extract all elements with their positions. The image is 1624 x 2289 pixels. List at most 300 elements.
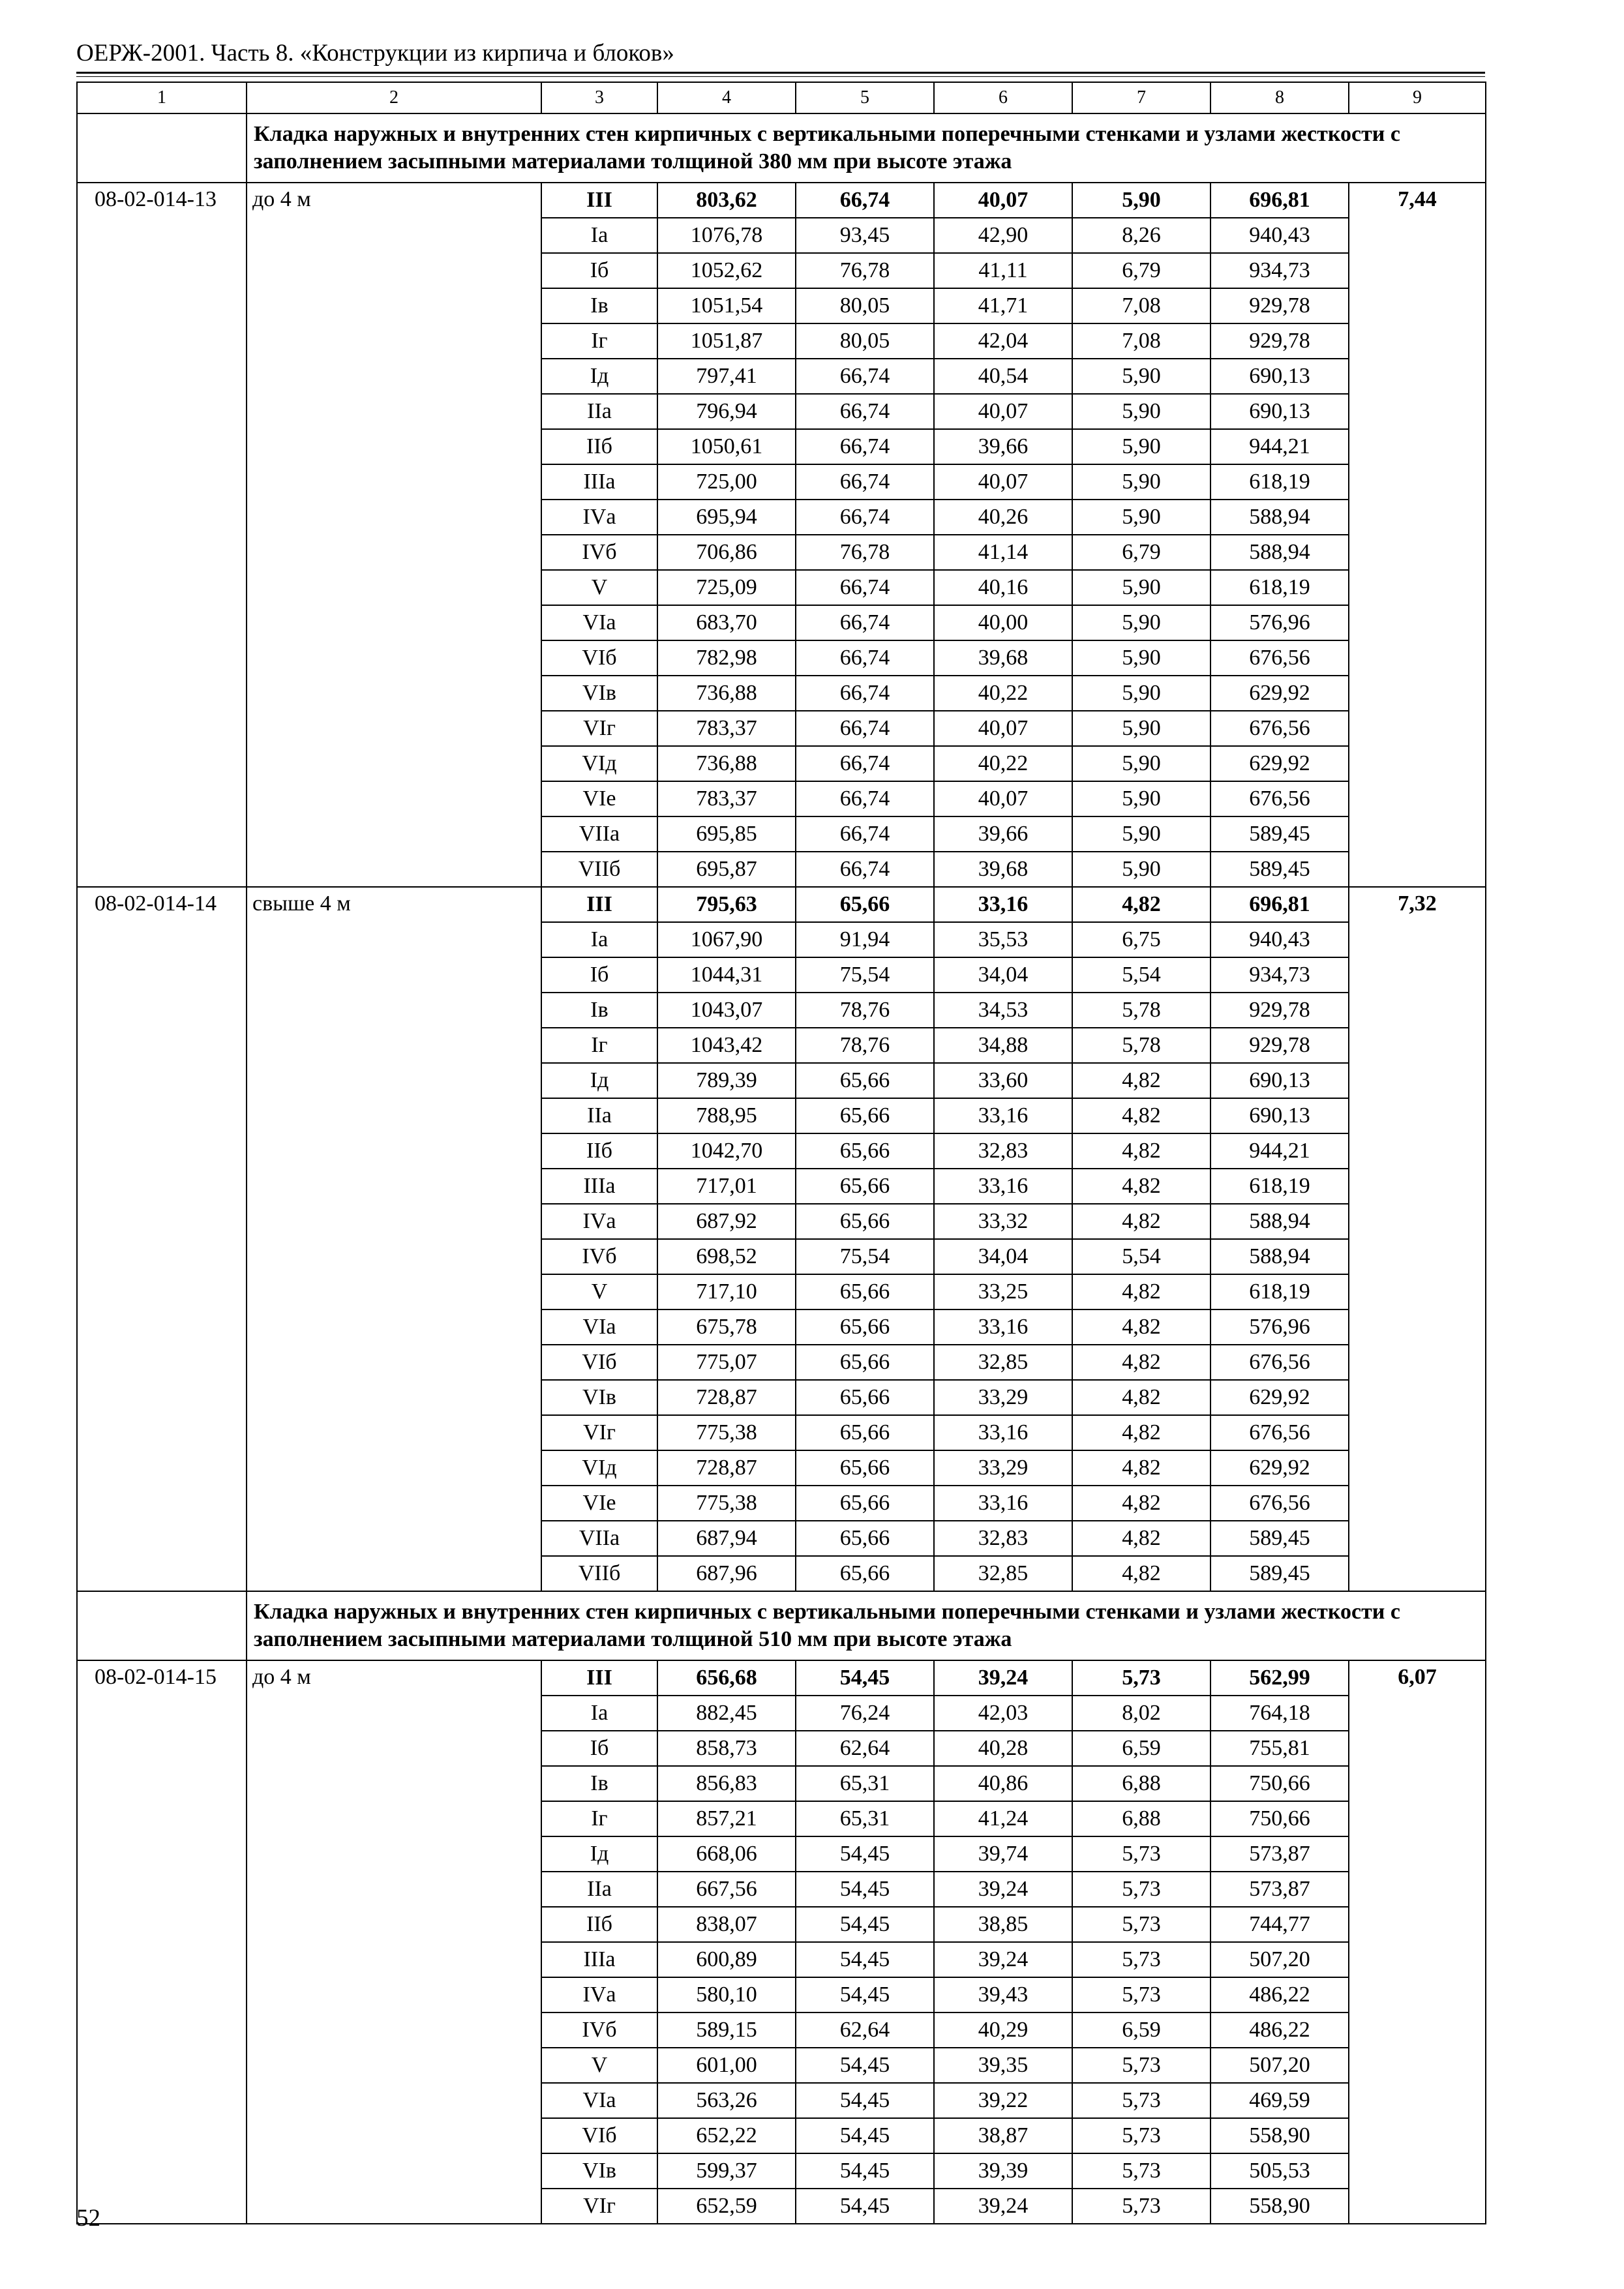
column-number: 5 [796, 82, 934, 113]
rate-cell: 803,62 [657, 183, 796, 218]
rate-cell: 54,45 [796, 1907, 934, 1942]
rate-cell: 65,66 [796, 1274, 934, 1309]
rate-cell: 507,20 [1210, 2048, 1349, 2083]
rates-table-body [77, 82, 1486, 2224]
rate-col9: 7,44 [1349, 183, 1486, 887]
rate-cell: 505,53 [1210, 2153, 1349, 2189]
rate-cell: VIIа [541, 816, 657, 852]
rate-cell: 33,29 [934, 1380, 1072, 1415]
rate-cell: 5,73 [1072, 1907, 1210, 1942]
rate-cell: 54,45 [796, 1977, 934, 2012]
rate-cell: 5,73 [1072, 2153, 1210, 2189]
rate-cell: 5,73 [1072, 1660, 1210, 1696]
rate-cell: IVб [541, 2012, 657, 2048]
rate-cell: 6,59 [1072, 2012, 1210, 2048]
rate-cell: 687,92 [657, 1204, 796, 1239]
rate-cell: 1076,78 [657, 218, 796, 253]
rate-cell: 4,82 [1072, 1063, 1210, 1098]
rate-cell: 944,21 [1210, 1133, 1349, 1169]
rate-cell: 629,92 [1210, 1450, 1349, 1486]
rate-cell: 629,92 [1210, 676, 1349, 711]
rate-cell: 858,73 [657, 1731, 796, 1766]
rate-cell: 736,88 [657, 676, 796, 711]
rate-cell: VIе [541, 1486, 657, 1521]
rate-cell: VIб [541, 1345, 657, 1380]
rate-cell: VIе [541, 781, 657, 816]
rate-cell: 667,56 [657, 1872, 796, 1907]
rate-cell: 41,11 [934, 253, 1072, 288]
rate-cell: 41,14 [934, 535, 1072, 570]
rate-cell: 34,04 [934, 957, 1072, 993]
rate-cell: 687,94 [657, 1521, 796, 1556]
rate-cell: 4,82 [1072, 1380, 1210, 1415]
rate-cell: 66,74 [796, 711, 934, 746]
rate-cell: 62,64 [796, 2012, 934, 2048]
rate-cell: 54,45 [796, 1872, 934, 1907]
rate-cell: 39,24 [934, 1872, 1072, 1907]
rate-cell: 33,16 [934, 887, 1072, 922]
column-number: 8 [1210, 82, 1349, 113]
rate-cell: 683,70 [657, 605, 796, 640]
rate-cell: 66,74 [796, 676, 934, 711]
rate-cell: 40,07 [934, 183, 1072, 218]
rate-cell: 690,13 [1210, 394, 1349, 429]
rate-cell: Iд [541, 1836, 657, 1872]
rate-main-row [77, 1660, 1486, 1696]
rate-cell: 5,73 [1072, 1872, 1210, 1907]
rate-cell: 675,78 [657, 1309, 796, 1345]
rate-cell: 668,06 [657, 1836, 796, 1872]
rate-cell: 695,94 [657, 500, 796, 535]
rate-cell: IIб [541, 1133, 657, 1169]
rate-cell: 469,59 [1210, 2083, 1349, 2118]
rate-cell: 789,39 [657, 1063, 796, 1098]
rate-cell: 5,73 [1072, 2048, 1210, 2083]
rate-cell: 5,90 [1072, 852, 1210, 887]
rate-cell: 65,66 [796, 1450, 934, 1486]
rate-cell: 65,66 [796, 1486, 934, 1521]
rate-cell: 66,74 [796, 852, 934, 887]
rate-cell: 33,16 [934, 1098, 1072, 1133]
rate-main-row [77, 183, 1486, 218]
rate-cell: 629,92 [1210, 1380, 1349, 1415]
section-title-spacer [77, 1591, 247, 1660]
rate-cell: 6,88 [1072, 1766, 1210, 1801]
rate-cell: 782,98 [657, 640, 796, 676]
rate-cell: IIа [541, 394, 657, 429]
rate-cell: 4,82 [1072, 1521, 1210, 1556]
rate-cell: V [541, 570, 657, 605]
rate-cell: 65,66 [796, 1063, 934, 1098]
rate-cell: 5,73 [1072, 2118, 1210, 2153]
section-title: Кладка наружных и внутренних стен кирпичных с вертикальными поперечными стенками и узлами жесткости с заполнением засыпными материалами толщиной 380 мм при высоте этажа [247, 113, 1486, 183]
rate-cell: 39,66 [934, 429, 1072, 464]
rate-cell: 33,16 [934, 1415, 1072, 1450]
section-title-row [77, 113, 1486, 183]
rate-cell: 65,66 [796, 1098, 934, 1133]
rate-cell: VIв [541, 1380, 657, 1415]
rate-cell: V [541, 2048, 657, 2083]
section-title: Кладка наружных и внутренних стен кирпичных с вертикальными поперечными стенками и узлами жесткости с заполнением засыпными материалами толщиной 510 мм при высоте этажа [247, 1591, 1486, 1660]
rate-cell: 728,87 [657, 1380, 796, 1415]
rate-cell: 652,22 [657, 2118, 796, 2153]
rate-cell: 33,16 [934, 1169, 1072, 1204]
rate-cell: 4,82 [1072, 887, 1210, 922]
rate-cell: 65,66 [796, 1415, 934, 1450]
rate-cell: 750,66 [1210, 1801, 1349, 1836]
rate-cell: 78,76 [796, 993, 934, 1028]
column-number-row [77, 82, 1486, 113]
rate-cell: 629,92 [1210, 746, 1349, 781]
rate-cell: 65,66 [796, 887, 934, 922]
rate-cell: 1067,90 [657, 922, 796, 957]
rate-cell: 76,24 [796, 1696, 934, 1731]
rate-cell: 5,78 [1072, 1028, 1210, 1063]
rate-cell: 929,78 [1210, 993, 1349, 1028]
rate-cell: 39,22 [934, 2083, 1072, 2118]
rate-cell: IIб [541, 1907, 657, 1942]
rate-cell: 39,39 [934, 2153, 1072, 2189]
rate-cell: 65,66 [796, 1556, 934, 1591]
rate-cell: 676,56 [1210, 1486, 1349, 1521]
rate-cell: 4,82 [1072, 1169, 1210, 1204]
rate-cell: 93,45 [796, 218, 934, 253]
rate-cell: 39,43 [934, 1977, 1072, 2012]
rate-cell: 5,90 [1072, 500, 1210, 535]
rate-cell: VIд [541, 1450, 657, 1486]
rate-cell: 856,83 [657, 1766, 796, 1801]
rate-cell: IVа [541, 1977, 657, 2012]
rate-cell: 676,56 [1210, 1415, 1349, 1450]
rate-cell: 35,53 [934, 922, 1072, 957]
rate-cell: 690,13 [1210, 1098, 1349, 1133]
rate-cell: 65,31 [796, 1801, 934, 1836]
rate-cell: 695,85 [657, 816, 796, 852]
rate-cell: 589,45 [1210, 1521, 1349, 1556]
rate-cell: 65,66 [796, 1309, 934, 1345]
document-header: ОЕРЖ-2001. Часть 8. «Конструкции из кирпича и блоков» [76, 40, 674, 67]
rate-cell: 39,68 [934, 640, 1072, 676]
rate-cell: 33,16 [934, 1486, 1072, 1521]
rate-cell: 40,54 [934, 359, 1072, 394]
rate-cell: 33,29 [934, 1450, 1072, 1486]
rate-cell: Iв [541, 1766, 657, 1801]
rate-col9: 6,07 [1349, 1660, 1486, 2224]
rate-cell: 588,94 [1210, 500, 1349, 535]
rate-cell: 588,94 [1210, 535, 1349, 570]
rate-cell: 91,94 [796, 922, 934, 957]
rate-cell: 6,79 [1072, 535, 1210, 570]
rate-cell: IIIа [541, 1942, 657, 1977]
rate-cell: 4,82 [1072, 1415, 1210, 1450]
rate-cell: 5,73 [1072, 1836, 1210, 1872]
rate-cell: 5,90 [1072, 464, 1210, 500]
rate-cell: 34,04 [934, 1239, 1072, 1274]
rate-cell: 5,90 [1072, 183, 1210, 218]
rate-cell: 588,94 [1210, 1239, 1349, 1274]
rate-cell: 676,56 [1210, 781, 1349, 816]
rate-cell: 750,66 [1210, 1766, 1349, 1801]
rate-cell: 507,20 [1210, 1942, 1349, 1977]
rate-cell: 618,19 [1210, 1274, 1349, 1309]
rate-code: 08-02-014-14 [77, 887, 247, 1591]
rate-cell: 32,83 [934, 1133, 1072, 1169]
rate-cell: 690,13 [1210, 1063, 1349, 1098]
rate-cell: 40,86 [934, 1766, 1072, 1801]
rate-cell: 676,56 [1210, 711, 1349, 746]
rate-cell: 76,78 [796, 535, 934, 570]
rate-cell: 5,90 [1072, 570, 1210, 605]
rate-cell: 5,54 [1072, 957, 1210, 993]
rate-cell: 65,66 [796, 1521, 934, 1556]
rate-cell: 75,54 [796, 1239, 934, 1274]
rate-cell: 54,45 [796, 2048, 934, 2083]
rate-cell: IVб [541, 535, 657, 570]
rate-cell: 4,82 [1072, 1556, 1210, 1591]
rate-cell: 775,07 [657, 1345, 796, 1380]
page-number: 52 [76, 2205, 100, 2232]
rate-cell: 728,87 [657, 1450, 796, 1486]
rate-cell: 601,00 [657, 2048, 796, 2083]
rate-cell: 797,41 [657, 359, 796, 394]
rate-cell: VIа [541, 2083, 657, 2118]
rate-cell: 78,76 [796, 1028, 934, 1063]
rate-cell: 39,68 [934, 852, 1072, 887]
rate-cell: Iг [541, 1028, 657, 1063]
rate-cell: 4,82 [1072, 1133, 1210, 1169]
rate-cell: 66,74 [796, 359, 934, 394]
rate-cell: 4,82 [1072, 1204, 1210, 1239]
column-number: 4 [657, 82, 796, 113]
rate-cell: 76,78 [796, 253, 934, 288]
rate-cell: 486,22 [1210, 2012, 1349, 2048]
rate-cell: 717,01 [657, 1169, 796, 1204]
rate-code: 08-02-014-15 [77, 1660, 247, 2224]
rate-cell: 676,56 [1210, 1345, 1349, 1380]
header-rule [76, 72, 1485, 74]
rate-cell: VIб [541, 2118, 657, 2153]
rate-cell: 695,87 [657, 852, 796, 887]
rate-cell: 39,66 [934, 816, 1072, 852]
rate-cell: 54,45 [796, 1660, 934, 1696]
rate-cell: 39,74 [934, 1836, 1072, 1872]
rate-cell: 1052,62 [657, 253, 796, 288]
rate-cell: 66,74 [796, 746, 934, 781]
rate-cell: 5,90 [1072, 711, 1210, 746]
rate-cell: 40,07 [934, 464, 1072, 500]
rate-cell: 676,56 [1210, 640, 1349, 676]
rate-cell: 40,07 [934, 394, 1072, 429]
rate-cell: 588,94 [1210, 1204, 1349, 1239]
rate-cell: 54,45 [796, 1942, 934, 1977]
rate-cell: IIб [541, 429, 657, 464]
rate-cell: 80,05 [796, 323, 934, 359]
rate-cell: 783,37 [657, 781, 796, 816]
rate-cell: 744,77 [1210, 1907, 1349, 1942]
rate-cell: 62,64 [796, 1731, 934, 1766]
rate-cell: 4,82 [1072, 1450, 1210, 1486]
rate-cell: Iг [541, 1801, 657, 1836]
rate-cell: 882,45 [657, 1696, 796, 1731]
rate-cell: 54,45 [796, 2118, 934, 2153]
rate-cell: 690,13 [1210, 359, 1349, 394]
rate-cell: 1050,61 [657, 429, 796, 464]
rate-cell: 944,21 [1210, 429, 1349, 464]
rate-cell: 54,45 [796, 2083, 934, 2118]
rate-cell: 66,74 [796, 183, 934, 218]
rate-cell: 32,85 [934, 1556, 1072, 1591]
rate-cell: Iа [541, 1696, 657, 1731]
rate-cell: 80,05 [796, 288, 934, 323]
rate-cell: 5,73 [1072, 2189, 1210, 2224]
rate-cell: IIIа [541, 464, 657, 500]
rate-cell: 764,18 [1210, 1696, 1349, 1731]
rate-cell: IVа [541, 1204, 657, 1239]
rate-cell: 838,07 [657, 1907, 796, 1942]
rate-cell: 33,16 [934, 1309, 1072, 1345]
rate-cell: 41,24 [934, 1801, 1072, 1836]
rate-cell: 38,85 [934, 1907, 1072, 1942]
rate-cell: 1043,42 [657, 1028, 796, 1063]
rate-cell: 40,26 [934, 500, 1072, 535]
rate-cell: IVа [541, 500, 657, 535]
rate-cell: 589,15 [657, 2012, 796, 2048]
rate-cell: VIг [541, 1415, 657, 1450]
rate-cell: VIв [541, 2153, 657, 2189]
rate-cell: 32,83 [934, 1521, 1072, 1556]
rate-cell: 5,90 [1072, 429, 1210, 464]
column-number: 9 [1349, 82, 1486, 113]
rate-cell: 486,22 [1210, 1977, 1349, 2012]
rate-cell: 696,81 [1210, 183, 1349, 218]
rate-cell: VIв [541, 676, 657, 711]
rate-cell: 725,00 [657, 464, 796, 500]
rate-cell: 66,74 [796, 781, 934, 816]
rate-cell: 562,99 [1210, 1660, 1349, 1696]
rate-cell: 33,60 [934, 1063, 1072, 1098]
rate-cell: 33,32 [934, 1204, 1072, 1239]
section-title-spacer [77, 113, 247, 183]
rate-cell: VIг [541, 2189, 657, 2224]
rate-cell: 4,82 [1072, 1486, 1210, 1521]
section-title-row [77, 1591, 1486, 1660]
rate-condition: свыше 4 м [247, 887, 541, 1591]
rate-cell: 698,52 [657, 1239, 796, 1274]
header-rule-thin [76, 76, 1485, 77]
rate-cell: 39,24 [934, 1660, 1072, 1696]
rate-cell: 65,31 [796, 1766, 934, 1801]
rate-cell: 66,74 [796, 429, 934, 464]
rate-cell: VIа [541, 1309, 657, 1345]
column-number: 3 [541, 82, 657, 113]
rate-cell: 5,73 [1072, 1942, 1210, 1977]
rate-cell: 5,90 [1072, 394, 1210, 429]
rate-cell: VIд [541, 746, 657, 781]
rate-cell: 5,90 [1072, 781, 1210, 816]
rate-cell: 795,63 [657, 887, 796, 922]
rate-cell: 788,95 [657, 1098, 796, 1133]
rate-cell: 6,88 [1072, 1801, 1210, 1836]
rate-cell: 5,73 [1072, 1977, 1210, 2012]
rates-table [76, 82, 1486, 2224]
rate-cell: 65,66 [796, 1345, 934, 1380]
rate-cell: 65,66 [796, 1169, 934, 1204]
rate-cell: 4,82 [1072, 1274, 1210, 1309]
rate-cell: 54,45 [796, 2153, 934, 2189]
rate-main-row [77, 887, 1486, 922]
column-number: 6 [934, 82, 1072, 113]
rate-cell: 1051,87 [657, 323, 796, 359]
rate-cell: 65,66 [796, 1204, 934, 1239]
rate-cell: 8,26 [1072, 218, 1210, 253]
rate-cell: 725,09 [657, 570, 796, 605]
rate-cell: 775,38 [657, 1415, 796, 1450]
rate-cell: 40,16 [934, 570, 1072, 605]
rate-cell: 54,45 [796, 1836, 934, 1872]
rate-cell: 558,90 [1210, 2189, 1349, 2224]
rate-cell: 929,78 [1210, 323, 1349, 359]
rate-cell: 41,71 [934, 288, 1072, 323]
rate-code: 08-02-014-13 [77, 183, 247, 887]
rate-cell: 4,82 [1072, 1309, 1210, 1345]
rate-cell: 934,73 [1210, 957, 1349, 993]
rate-cell: 5,78 [1072, 993, 1210, 1028]
rate-cell: 929,78 [1210, 288, 1349, 323]
rate-condition: до 4 м [247, 1660, 541, 2224]
rate-cell: VIIб [541, 1556, 657, 1591]
rate-cell: 66,74 [796, 464, 934, 500]
rate-cell: 66,74 [796, 500, 934, 535]
rate-cell: 929,78 [1210, 1028, 1349, 1063]
rate-cell: Iд [541, 359, 657, 394]
rate-cell: 32,85 [934, 1345, 1072, 1380]
rate-cell: 5,90 [1072, 816, 1210, 852]
rate-cell: 599,37 [657, 2153, 796, 2189]
rate-cell: 940,43 [1210, 922, 1349, 957]
rate-cell: 4,82 [1072, 1345, 1210, 1380]
rate-cell: 66,74 [796, 605, 934, 640]
rate-cell: 5,54 [1072, 1239, 1210, 1274]
rate-cell: Iв [541, 993, 657, 1028]
rate-cell: 54,45 [796, 2189, 934, 2224]
rate-cell: 65,66 [796, 1133, 934, 1169]
rate-cell: 6,75 [1072, 922, 1210, 957]
rate-cell: 576,96 [1210, 605, 1349, 640]
rate-cell: 40,07 [934, 711, 1072, 746]
rate-cell: 796,94 [657, 394, 796, 429]
rate-cell: 6,79 [1072, 253, 1210, 288]
rate-cell: 736,88 [657, 746, 796, 781]
rate-cell: 618,19 [1210, 464, 1349, 500]
rate-cell: 5,90 [1072, 359, 1210, 394]
rate-cell: 42,04 [934, 323, 1072, 359]
rate-cell: 39,24 [934, 2189, 1072, 2224]
rate-cell: 66,74 [796, 640, 934, 676]
rate-cell: 5,90 [1072, 676, 1210, 711]
rate-cell: Iд [541, 1063, 657, 1098]
rate-cell: 40,28 [934, 1731, 1072, 1766]
rate-cell: III [541, 1660, 657, 1696]
rate-cell: IVб [541, 1239, 657, 1274]
rate-cell: 755,81 [1210, 1731, 1349, 1766]
rate-cell: 40,22 [934, 746, 1072, 781]
rate-cell: 600,89 [657, 1942, 796, 1977]
rate-cell: IIа [541, 1872, 657, 1907]
rate-cell: 34,53 [934, 993, 1072, 1028]
rate-cell: 40,22 [934, 676, 1072, 711]
rate-cell: 589,45 [1210, 1556, 1349, 1591]
rate-cell: 66,74 [796, 816, 934, 852]
